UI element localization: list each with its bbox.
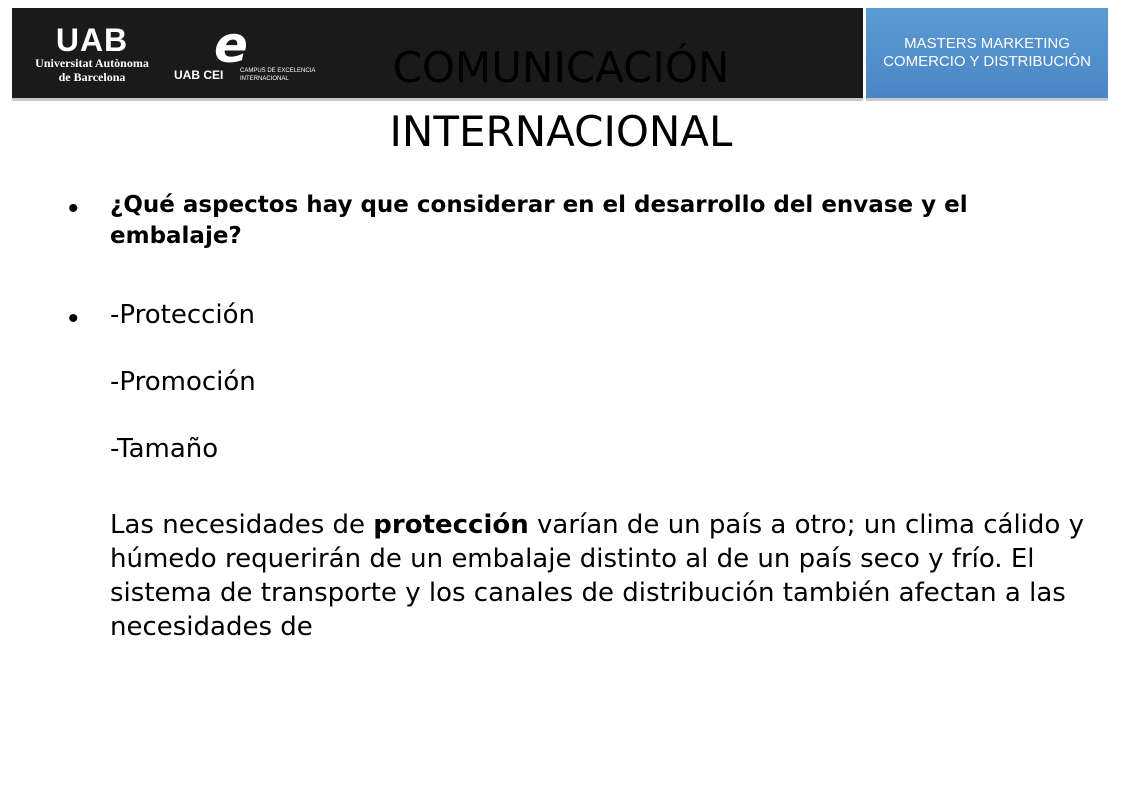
cei-logo-line2: INTERNACIONAL <box>240 76 289 82</box>
uab-logo-line1: Universitat Autònoma <box>35 56 149 70</box>
list-item: -Promoción <box>110 367 256 397</box>
question-text: ¿Qué aspectos hay que considerar en el desarrollo del envase y el embalaje? <box>110 192 968 249</box>
paragraph-rest: varían de un país a otro; un clima cálido y húmedo requerirán de un embalaje distinto al de un país seco y frío. El sistema de transporte y los canales de distribución también afectan a las necesidades de <box>110 510 1084 642</box>
list-item: -Tamaño <box>110 434 219 464</box>
uab-logo-line2: de Barcelona <box>58 70 126 84</box>
bullet-icon: • <box>68 192 79 225</box>
cei-logo-uab: UAB CEI <box>174 68 224 82</box>
cei-logo-letter: e <box>214 16 248 74</box>
bullet-icon: • <box>68 302 79 335</box>
paragraph-keyword: protección <box>373 510 529 540</box>
slide-title-line2: INTERNACIONAL <box>389 107 733 156</box>
aspects-list <box>110 298 1110 499</box>
uab-logo-mark: UAB <box>55 22 129 58</box>
program-line1: MASTERS MARKETING <box>904 35 1070 52</box>
cei-logo-line1: CAMPUS DE EXCELENCIA <box>240 68 316 74</box>
program-line2: COMERCIO Y DISTRIBUCIÓN <box>883 53 1091 70</box>
protection-paragraph <box>110 508 1110 644</box>
paragraph-start: Las necesidades de <box>110 510 374 540</box>
slide-title-line1: COMUNICACIÓN <box>392 43 730 92</box>
list-item: -Protección <box>110 300 256 330</box>
